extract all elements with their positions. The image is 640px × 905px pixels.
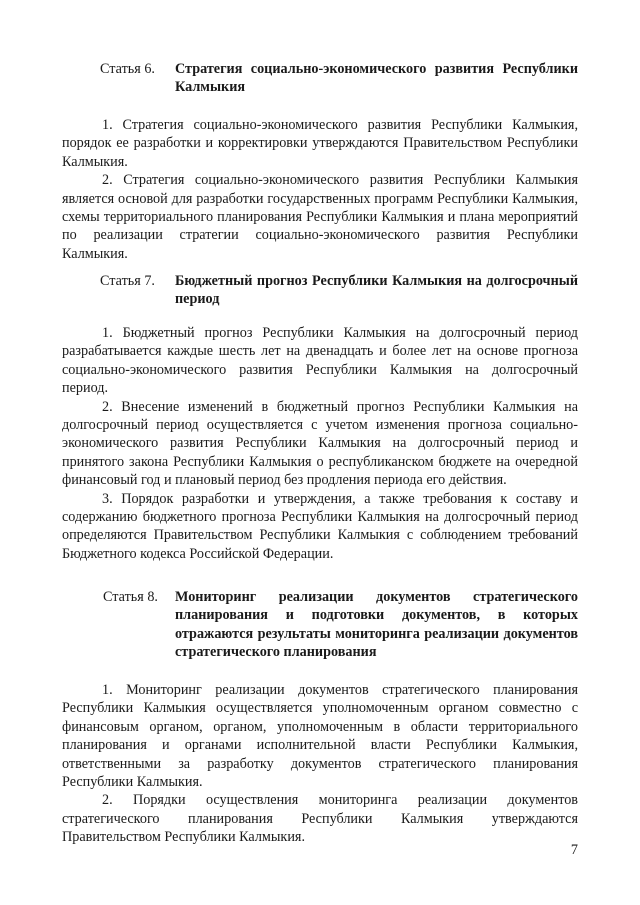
article-6-paragraph-2: 2. Стратегия социально-экономического развития Республики Калмыкия является основой для разработки государственных программ Республики Калмыкия, схемы территориального планирования Республики Калмыкия и плана мероприятий по реализации стратегии социально-экономического развития Республики Калмыкия. (62, 172, 578, 262)
article-6-heading (100, 60, 578, 97)
article-7-paragraph-3: 3. Порядок разработки и утверждения, а также требования к составу и содержанию бюджетного прогноза Республики Калмыкия на долгосрочный период определяются Правительством Республики Калмыкия с соблюдением требований Бюджетного кодекса Российской Федерации. (62, 490, 578, 562)
article-7-paragraph-2: 2. Внесение изменений в бюджетный прогноз Республики Калмыкия на долгосрочный период осуществляется с учетом изменения прогноза социально-экономического развития Республики Калмыкия на долгосрочный период и принятого закона Республики Калмыкия о республиканском бюджете на очередной финансовый год и плановый период без продления периода его действия. (62, 398, 578, 489)
article-8-paragraph-2: 2. Порядки осуществления мониторинга реализации документов стратегического планирования Республики Калмыкия утверждаются Правительством Республики Калмыкия. (62, 792, 578, 846)
article-7-heading (100, 272, 578, 309)
page-number: 7 (570, 842, 578, 858)
article-7-title: Бюджетный прогноз Республики Калмыкия на долгосрочный период (175, 273, 578, 308)
article-7-body (62, 324, 578, 563)
article-8-body (62, 681, 578, 847)
article-8-paragraph-1: 1. Мониторинг реализации документов стратегического планирования Республики Калмыкия осуществляется уполномоченным органом совместно с финансовым органом, органом, уполномоченным в области территориального планирования и органами исполнительной власти Республики Калмыкия, ответственными за разработку документов стратегического планирования Республики Калмыкия. (62, 682, 578, 791)
article-8-title: Мониторинг реализации документов стратегического планирования и подготовки документов, в которых отражаются результаты мониторинга реализации документов стратегического планирования (175, 589, 578, 661)
article-6-paragraph-1: 1. Стратегия социально-экономического развития Республики Калмыкия, порядок ее разработки и корректировки утверждаются Правительством Республики Калмыкия. (62, 117, 578, 170)
article-6-label: Статья 6. (100, 61, 155, 77)
article-6-body (62, 116, 578, 263)
article-7-paragraph-1: 1. Бюджетный прогноз Республики Калмыкия на долгосрочный период разрабатывается каждые шесть лет на двенадцать и более лет на основе прогноза социально-экономического развития Республики Калмыкия на долгосрочный период. (62, 325, 578, 397)
article-6-title: Стратегия социально-экономического развития Республики Калмыкия (175, 61, 578, 96)
article-8-heading (103, 588, 578, 662)
article-7-label: Статья 7. (100, 273, 155, 289)
article-8-label: Статья 8. (103, 589, 158, 605)
